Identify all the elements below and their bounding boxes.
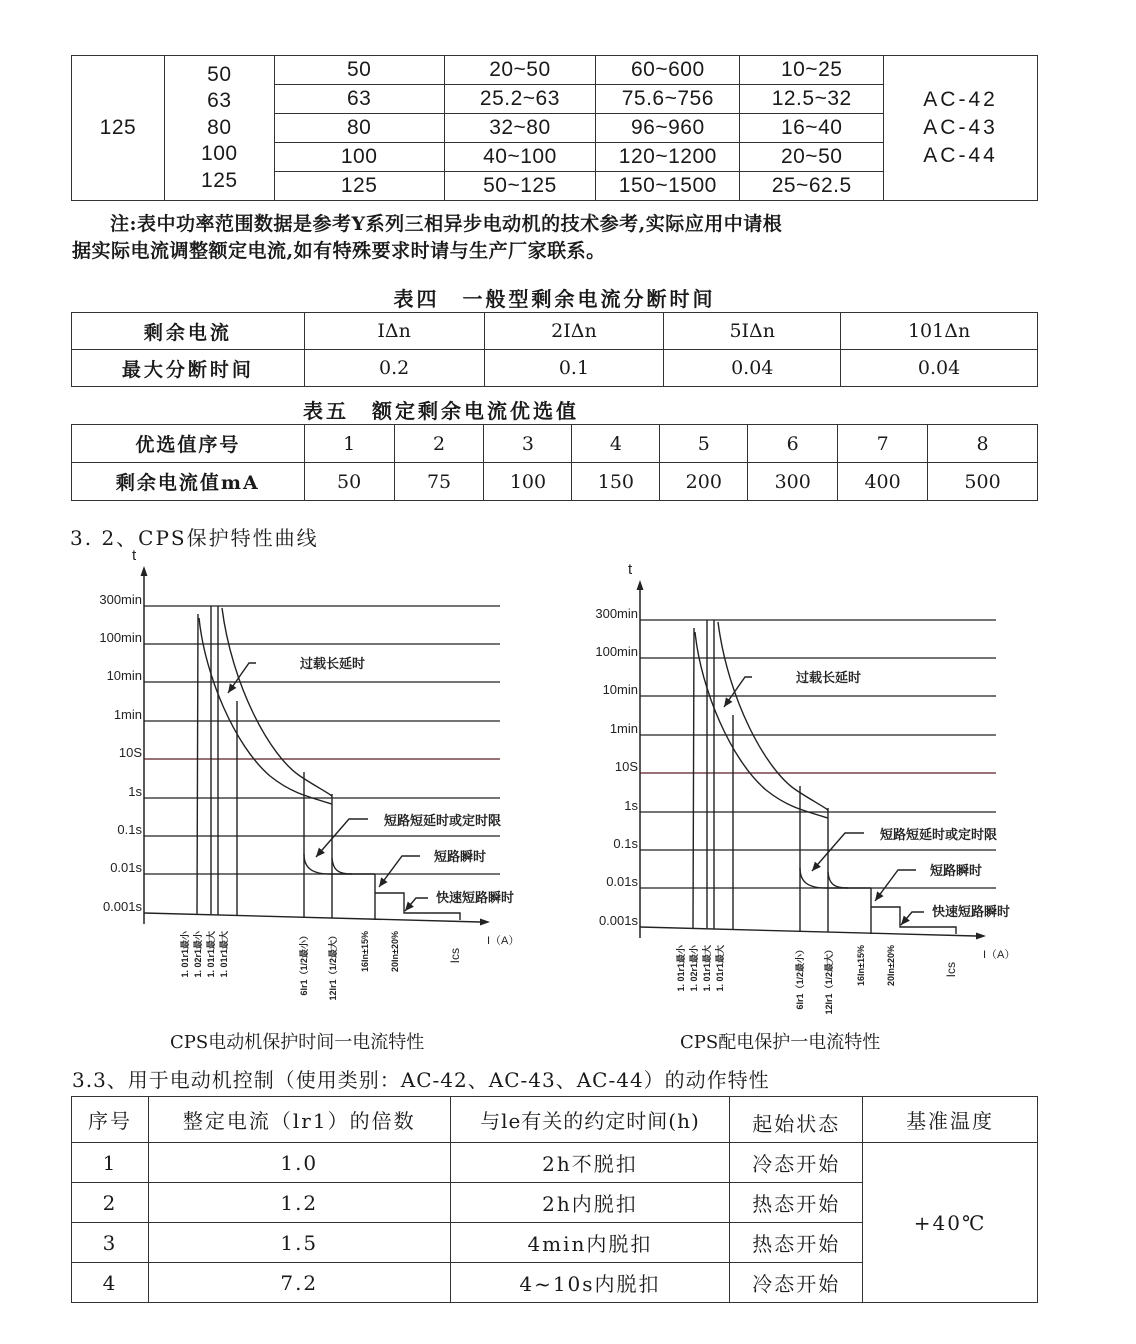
rated-cell: 50	[274, 56, 444, 85]
x-tick-label: 16In±15%	[360, 931, 370, 972]
no-cell: 2	[72, 1183, 149, 1223]
time-cell: 2h不脱扣	[450, 1143, 730, 1183]
kw-cell: 25~62.5	[740, 172, 884, 201]
leader-instant-arrowhead	[379, 877, 388, 887]
kw-cell: 16~40	[740, 114, 884, 143]
rated-current-item: 125	[201, 168, 238, 192]
chart-title-motor: CPS电动机保护时间一电流特性	[170, 1032, 425, 1053]
overload-line	[197, 614, 198, 914]
value-cell: 0.2	[304, 350, 484, 387]
section-3-2-title: 3. 2、CPS保护特性曲线	[70, 526, 319, 550]
annotation-fast-instant: 快速短路瞬时	[932, 904, 1011, 919]
value-cell: 150	[572, 463, 660, 501]
y-tick-label: 1s	[128, 784, 142, 799]
power-range-cell: 150~1500	[596, 172, 740, 201]
no-cell: 1	[72, 1143, 149, 1183]
row-label: 优选值序号	[72, 425, 305, 463]
x-tick-label: 1. 01r1最大	[715, 945, 725, 992]
overload-curve-lower	[199, 618, 332, 804]
x-tick-label: Ics	[448, 948, 462, 964]
multiple-cell: 1.2	[148, 1183, 450, 1223]
leader-instant-arrowhead	[875, 891, 884, 901]
y-tick-label: 300min	[595, 606, 638, 621]
x-tick-label: 6Ir1（1/2最小）	[299, 931, 309, 996]
header-cell: 5IΔn	[664, 313, 841, 350]
x-tick-label: 1. 01r1最大	[219, 931, 229, 978]
state-cell: 热态开始	[730, 1223, 863, 1263]
annotation-instant: 短路瞬时	[930, 863, 983, 878]
x-tick-label: 12Ir1（1/2最大）	[824, 945, 834, 1015]
kw-cell: 10~25	[740, 56, 884, 85]
state-cell: 冷态开始	[730, 1263, 863, 1303]
current-range-cell: 50~125	[444, 172, 596, 201]
index-cell: 6	[748, 425, 838, 463]
note-line-2: 据实际电流调整额定电流,如有特殊要求时请与生产厂家联系。	[72, 240, 606, 262]
y-tick-label: 10S	[614, 759, 638, 774]
rated-cell: 63	[274, 85, 444, 114]
header-cell: IΔn	[304, 313, 484, 350]
time-cell: 4min内脱扣	[450, 1223, 730, 1263]
y-tick-label: 0.1s	[117, 822, 142, 837]
header-cell: 101Δn	[841, 313, 1038, 350]
value-cell: 0.1	[484, 350, 664, 387]
multiple-cell: 1.0	[148, 1143, 450, 1183]
x-axis	[640, 927, 976, 936]
y-tick-label: 1min	[609, 721, 638, 736]
rated-current-item: 80	[207, 115, 232, 139]
y-tick-label: 100min	[99, 630, 142, 645]
current-range-cell: 32~80	[444, 114, 596, 143]
rated-current-item: 100	[201, 142, 238, 166]
state-cell: 冷态开始	[730, 1143, 863, 1183]
annotation-overload: 过载长延时	[300, 656, 366, 671]
category-item: AC-44	[923, 144, 998, 167]
y-tick-label: 300min	[99, 592, 142, 607]
y-tick-label: 10min	[106, 668, 142, 683]
index-cell: 3	[484, 425, 572, 463]
no-cell: 4	[72, 1263, 149, 1303]
annotation-short-delay: 短路短延时或定时限	[384, 813, 502, 828]
value-cell: 300	[748, 463, 838, 501]
annotation-overload: 过载长延时	[796, 670, 862, 685]
value-cell: 75	[394, 463, 484, 501]
y-axis-arrow	[637, 580, 644, 590]
x-tick-label: 16In±15%	[856, 945, 866, 986]
note-line-1: 注:表中功率范围数据是参考Y系列三相异步电动机的技术参考,实际应用中请根	[110, 213, 783, 235]
leader-overload-arrowhead	[724, 697, 732, 707]
short-delay-curve	[304, 854, 375, 874]
table5-caption: 表五 额定剩余电流优选值	[303, 399, 579, 423]
rated-cell: 100	[274, 143, 444, 172]
y-tick-label: 0.001s	[598, 913, 638, 928]
row-label: 剩余电流	[72, 313, 305, 350]
x-axis-arrow	[480, 919, 490, 926]
row-label: 最大分断时间	[72, 350, 305, 387]
leader-short-delay	[812, 833, 864, 871]
x-axis	[144, 913, 480, 922]
x-tick-label: 1. 01r1最大	[702, 945, 712, 992]
y-tick-label: 1s	[624, 798, 638, 813]
header-cell: 起始状态	[730, 1097, 863, 1143]
row-label: 剩余电流值mA	[72, 463, 305, 501]
current-range-cell: 25.2~63	[444, 85, 596, 114]
y-axis-label: t	[132, 547, 137, 564]
rated-cell: 125	[274, 172, 444, 201]
y-axis-label: t	[628, 561, 633, 578]
index-cell: 4	[572, 425, 660, 463]
chart-0	[99, 547, 519, 1001]
overload-curve-upper	[222, 608, 332, 796]
index-cell: 2	[394, 425, 484, 463]
overload-curve-upper	[718, 622, 828, 810]
x-tick-label: 1. 01r1最小	[180, 931, 190, 978]
index-cell: 5	[660, 425, 748, 463]
value-cell: 500	[928, 463, 1038, 501]
chart-1	[595, 561, 1015, 1015]
short-delay-curve	[800, 868, 871, 888]
x-axis-label: I（A）	[487, 935, 520, 947]
y-tick-label: 10S	[118, 745, 142, 760]
frame-current-cell: 125	[72, 56, 165, 201]
index-cell: 7	[838, 425, 928, 463]
x-tick-label: 1. 01r1最小	[676, 945, 686, 992]
x-axis-arrow	[976, 933, 986, 940]
time-cell: 4~10s内脱扣	[450, 1263, 730, 1303]
value-cell: 0.04	[664, 350, 841, 387]
annotation-short-delay: 短路短延时或定时限	[880, 827, 998, 842]
y-tick-label: 0.001s	[102, 899, 142, 914]
y-tick-label: 100min	[595, 644, 638, 659]
header-cell: 2IΔn	[484, 313, 664, 350]
time-cell: 2h内脱扣	[450, 1183, 730, 1223]
value-cell: 50	[304, 463, 394, 501]
x-tick-label: 1. 01r1最大	[206, 931, 216, 978]
header-cell: 与le有关的约定时间(h)	[450, 1097, 730, 1143]
overload-curve-lower	[695, 632, 828, 818]
short-delay-curve-2	[332, 858, 352, 874]
x-tick-label: 12Ir1（1/2最大）	[328, 931, 338, 1001]
chart-title-distribution: CPS配电保护一电流特性	[680, 1032, 881, 1053]
value-cell: 400	[838, 463, 928, 501]
power-range-cell: 60~600	[596, 56, 740, 85]
rated-cell: 80	[274, 114, 444, 143]
y-tick-label: 1min	[113, 707, 142, 722]
current-range-cell: 20~50	[444, 56, 596, 85]
y-tick-label: 0.1s	[613, 836, 638, 851]
value-cell: 100	[484, 463, 572, 501]
no-cell: 3	[72, 1223, 149, 1263]
x-tick-label: 20In±20%	[886, 945, 896, 986]
index-cell: 8	[928, 425, 1038, 463]
x-tick-label: 6Ir1（1/2最小）	[795, 945, 805, 1010]
annotation-instant: 短路瞬时	[434, 849, 487, 864]
state-cell: 热态开始	[730, 1183, 863, 1223]
category-item: AC-43	[923, 116, 998, 139]
rated-current-item: 50	[207, 62, 232, 86]
overload-line	[693, 628, 694, 928]
y-axis-arrow	[141, 566, 148, 576]
rated-current-item: 63	[207, 89, 232, 113]
value-cell: 0.04	[841, 350, 1038, 387]
x-tick-label: 20In±20%	[390, 931, 400, 972]
table4-caption: 表四 一般型剩余电流分断时间	[393, 287, 716, 311]
x-tick-label: Ics	[944, 962, 958, 978]
power-range-cell: 75.6~756	[596, 85, 740, 114]
category-item: AC-42	[923, 88, 998, 111]
motor-control-characteristics-table	[71, 1096, 1038, 1303]
leader-short-delay	[316, 819, 368, 857]
header-cell: 序号	[72, 1097, 149, 1143]
kw-cell: 12.5~32	[740, 85, 884, 114]
power-range-cell: 120~1200	[596, 143, 740, 172]
temperature-cell: +40℃	[863, 1143, 1038, 1303]
header-cell: 基准温度	[863, 1097, 1038, 1143]
kw-cell: 20~50	[740, 143, 884, 172]
header-cell: 整定电流（lr1）的倍数	[148, 1097, 450, 1143]
x-tick-label: 1. 02r1最小	[689, 945, 699, 992]
power-range-cell: 96~960	[596, 114, 740, 143]
multiple-cell: 1.5	[148, 1223, 450, 1263]
index-cell: 1	[304, 425, 394, 463]
annotation-fast-instant: 快速短路瞬时	[436, 890, 515, 905]
current-range-cell: 40~100	[444, 143, 596, 172]
leader-overload-arrowhead	[228, 683, 236, 693]
short-delay-curve-2	[828, 872, 848, 888]
y-tick-label: 0.01s	[110, 860, 142, 875]
value-cell: 200	[660, 463, 748, 501]
section-3-3-title: 3.3、用于电动机控制（使用类别：AC-42、AC-43、AC-44）的动作特性	[72, 1068, 770, 1092]
y-tick-label: 10min	[602, 682, 638, 697]
y-tick-label: 0.01s	[606, 874, 638, 889]
x-axis-label: I（A）	[983, 949, 1016, 961]
x-tick-label: 1. 02r1最小	[193, 931, 203, 978]
multiple-cell: 7.2	[148, 1263, 450, 1303]
